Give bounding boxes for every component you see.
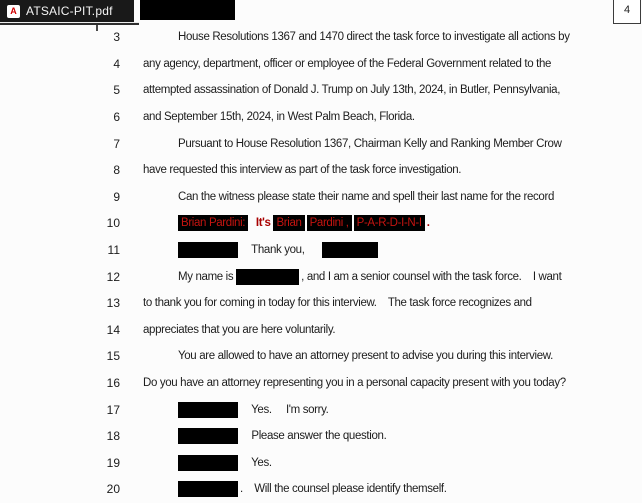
line-content [143, 297, 532, 309]
transcript-text: any agency, department, officer or employee of the Federal Government related to the [143, 57, 552, 70]
line-content [143, 58, 551, 70]
line-number: 14 [106, 322, 120, 337]
transcript-text: Yes. [240, 456, 272, 469]
line-number: 17 [106, 402, 120, 417]
line-number: 12 [106, 269, 120, 284]
line-number: 15 [106, 349, 120, 364]
transcript-line [0, 210, 642, 237]
page-number: 4 [623, 4, 631, 16]
line-number: 8 [113, 163, 120, 178]
transcript-text: House Resolutions 1367 and 1470 direct the task force to investigate all actions by [178, 31, 570, 44]
transcript-line [0, 77, 642, 104]
line-number: 11 [107, 243, 120, 258]
transcript-line [0, 51, 642, 78]
line-content [178, 481, 447, 497]
transcript-text: Thank you, [240, 244, 322, 257]
line-content [178, 455, 272, 471]
transcript-line [0, 237, 642, 264]
transcript-line [0, 130, 642, 157]
line-content [143, 84, 560, 96]
line-content [143, 377, 566, 389]
pdf-file-icon: A [7, 5, 20, 18]
pdf-tab[interactable] [0, 0, 134, 22]
transcript-text: have requested this interview as part of the task force investigation. [143, 164, 462, 177]
redaction-box [178, 428, 238, 444]
line-number: 13 [106, 296, 120, 311]
transcript-line [0, 24, 642, 51]
line-number: 19 [106, 455, 120, 470]
transcript-text: My name is [178, 270, 237, 283]
transcript-line [0, 370, 642, 397]
line-content [143, 324, 335, 336]
transcript-text: and September 15th, 2024, in West Palm Beach, Florida. [143, 111, 415, 124]
redaction-box: Brian Pardini: [178, 215, 248, 231]
line-number: 9 [113, 189, 120, 204]
line-number: 10 [106, 216, 120, 231]
redaction-box [178, 455, 238, 471]
line-content [143, 164, 461, 176]
redaction-box: P-A-R-D-I-N-I [354, 215, 425, 231]
transcript-text: Can the witness please state their name and spell their last name for the record [178, 190, 554, 203]
line-content [178, 138, 562, 150]
transcript-line [0, 476, 642, 503]
line-content [178, 242, 380, 258]
transcript-line [0, 343, 642, 370]
line-number: 4 [113, 56, 120, 71]
line-content [178, 269, 561, 285]
transcript-text: You are allowed to have an attorney present to advise you during this interview. [178, 350, 553, 363]
unredacted-red-text: It's [255, 217, 271, 230]
line-content [178, 402, 329, 418]
header-redaction-bar [140, 0, 235, 20]
tab-title: ATSAIC-PIT.pdf [26, 4, 113, 18]
transcript-line [0, 450, 642, 477]
transcript-text: to thank you for coming in today for this interview. The task force recognizes and [143, 297, 532, 310]
unredacted-red-text: . [426, 217, 430, 230]
line-content [178, 428, 386, 444]
line-content [178, 31, 570, 43]
transcript-line [0, 104, 642, 131]
transcript-line [0, 396, 642, 423]
transcript-line [0, 184, 642, 211]
line-number: 6 [113, 110, 120, 125]
transcript-text: Please answer the question. [240, 430, 387, 443]
redaction-box [178, 481, 238, 497]
transcript-line [0, 423, 642, 450]
redaction-box: Pardini , [307, 215, 352, 231]
transcript-line [0, 290, 642, 317]
line-number: 16 [106, 376, 120, 391]
redaction-box [236, 269, 299, 285]
page-number-box [613, 0, 641, 24]
redaction-box [178, 402, 238, 418]
line-number: 3 [113, 30, 120, 45]
transcript-text: appreciates that you are here voluntarily. [143, 323, 336, 336]
transcript-text: . Will the counsel please identify themself. [240, 483, 447, 496]
transcript-text: attempted assassination of Donald J. Trump on July 13th, 2024, in Butler, Pennsylvania, [143, 84, 561, 97]
redaction-box: Brian [273, 215, 304, 231]
transcript-text: Yes. I'm sorry. [240, 403, 329, 416]
transcript [0, 24, 642, 503]
transcript-text: , and I am a senior counsel with the task force. I want [301, 270, 562, 283]
transcript-text: Do you have an attorney representing you in a personal capacity present with you today? [143, 377, 566, 390]
transcript-line [0, 317, 642, 344]
transcript-line [0, 263, 642, 290]
line-content [178, 191, 554, 203]
transcript-text: Pursuant to House Resolution 1367, Chairman Kelly and Ranking Member Crow [178, 137, 562, 150]
line-number: 7 [113, 136, 120, 151]
line-content [178, 350, 553, 362]
redaction-box [322, 242, 378, 258]
transcript-line [0, 157, 642, 184]
line-content [178, 215, 430, 231]
line-number: 18 [106, 429, 120, 444]
line-content [143, 111, 415, 123]
redaction-box [178, 242, 238, 258]
line-number: 5 [113, 83, 120, 98]
line-number: 20 [106, 482, 120, 497]
